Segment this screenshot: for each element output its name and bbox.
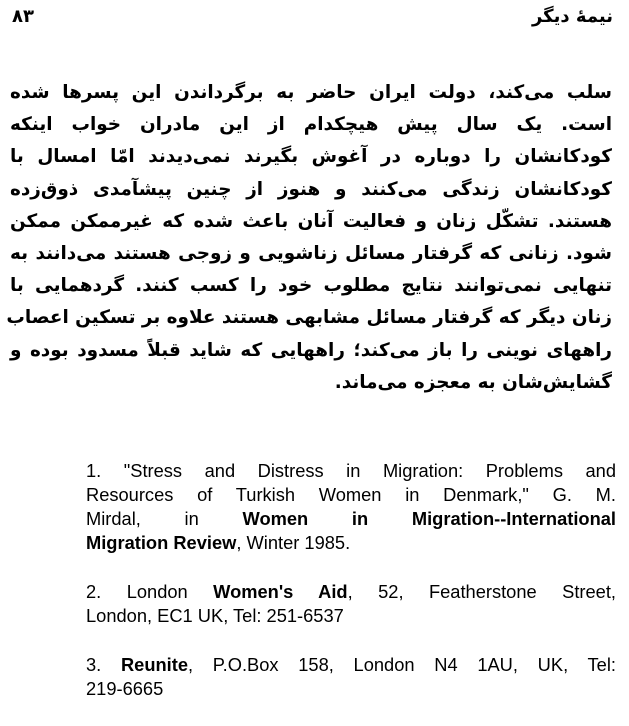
body-line: راههای نوینی را باز می‌کند؛ راههایی که شاید قبلاً مسدود بوده و bbox=[10, 339, 612, 361]
footnote-line: 219-6665 bbox=[86, 678, 164, 699]
footnote-3 bbox=[86, 653, 616, 701]
footnote-1 bbox=[86, 459, 616, 555]
footnote-line bbox=[86, 531, 616, 555]
footnote-text: 2. London bbox=[86, 581, 188, 602]
body-line: زنان دیگر که گرفتار مسائل مشابهی هستند علاوه بر تسکین اعصاب bbox=[6, 307, 612, 329]
footnote-line: 1. "Stress and Distress in Migration: Problems and bbox=[86, 460, 616, 481]
footnote-2 bbox=[86, 580, 616, 628]
body-line: کودکانشان را دوباره در آغوش بگیرند نمی‌دیدند امّا امسال با bbox=[10, 146, 612, 168]
body-line: تنهایی نمی‌توانند نتایج مطلوب خود را کسب کنند. گردهمایی با bbox=[10, 275, 612, 297]
body-paragraph bbox=[6, 77, 612, 399]
footnote-line bbox=[86, 653, 616, 677]
page-number: ۸۳ bbox=[12, 6, 34, 27]
footnote-line: Resources of Turkish Women in Denmark," G. M. bbox=[86, 484, 616, 505]
publication-title: Women in Migration--International bbox=[242, 508, 616, 529]
body-line: گشایش‌شان به معجزه می‌ماند. bbox=[334, 371, 612, 393]
footnotes bbox=[86, 459, 616, 726]
running-head: نیمهٔ دیگر bbox=[531, 6, 613, 27]
footnote-text: , P.O.Box 158, London N4 1AU, UK, Tel: bbox=[188, 654, 616, 675]
body-line: هستند. تشکّل زنان و فعالیت آنان باعث شده که غیرممکن ممکن bbox=[10, 210, 612, 232]
footnote-text: Mirdal, in bbox=[86, 508, 199, 529]
footnote-text: , 52, Featherstone Street, bbox=[347, 581, 616, 602]
publication-title: Migration Review bbox=[86, 532, 237, 553]
footnote-line: London, EC1 UK, Tel: 251-6537 bbox=[86, 605, 344, 626]
organization-name: Women's Aid bbox=[213, 581, 348, 602]
page-header bbox=[0, 0, 629, 40]
footnote-line bbox=[86, 507, 616, 531]
organization-name: Reunite bbox=[120, 654, 189, 675]
footnote-text: , Winter 1985. bbox=[236, 532, 351, 553]
body-line: شود. زنانی که گرفتار مسائل زناشویی و زوجی هستند می‌دانند به bbox=[10, 242, 612, 264]
body-line: سلب می‌کند، دولت ایران حاضر به برگرداندن این پسرها شده bbox=[10, 82, 612, 103]
footnote-text: 3. bbox=[86, 654, 102, 675]
body-line: است. یک سال پیش هیچکدام از این مادران خواب اینکه bbox=[10, 114, 612, 136]
body-line: کودکانشان زندگی می‌کنند و هنوز از چنین پیشآمدی ذوق‌زده bbox=[10, 178, 612, 200]
footnote-line bbox=[86, 580, 616, 604]
